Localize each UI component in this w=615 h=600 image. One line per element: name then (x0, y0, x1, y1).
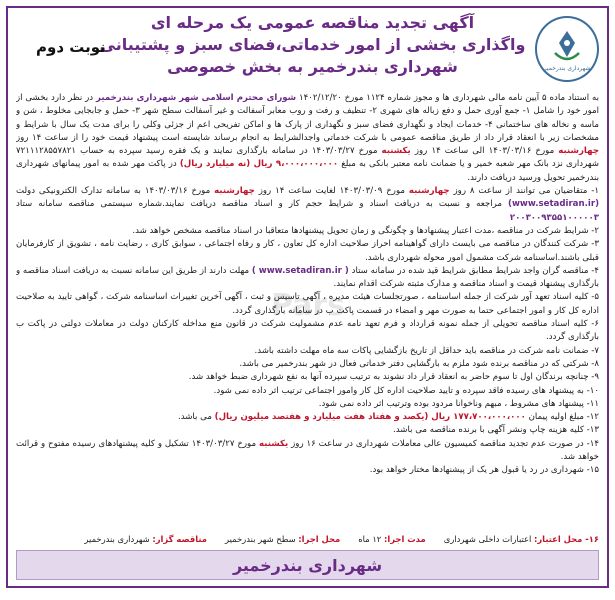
item-12: ۱۲- مبلغ اولیه پیمان ۱۷۷،۷۰۰،۰۰۰،۰۰۰ ریال (یکصد و هفتاد هفت میلیارد و هفتصد میلیون ریال) می باشد. (177, 412, 599, 423)
details-row (16, 534, 599, 544)
item-15: ۱۵- شهرداری در رد یا قبول هر یک از پیشنهادها مختار خواهد بود. (369, 465, 599, 476)
intro-paragraph: به استناد ماده ۵ آیین نامه مالی شهرداری ها و مجوز شماره ۱۱۲۴ مورخ ۱۴۰۲/۱۲/۲۰ شورای محترم اسلامی شهر شهرداری بندرخمیر در نظر دارد بخشی از امور خود را شامل ۱- جمع آوری حمل و دفع زباله های شهری ۲- تنظیف و رفت و روب معابر آسفالت و غیر آسفالت سطح شهر ۳- حمل و جابجایی مخلوط ، شن و ماسه و نخاله های ساختمانی ۴- خدمات ایجاد و نگهداری فضای سبز و نگهداری از پارک ها و اماکن تفریحی اعم از جزئی وکلی را برای مدت یک سال با شرایط و مشخصات زیر با انعقاد قرار داد از طریق مناقصه عمومی با شرکت خدماتی واجدالشرایط به انجام برساند شایسته است پیشنهاد قیمت خود را از ساعت ۱۴ روز چهارشنبه مورخ ۱۴۰۳/۰۳/۱۶ الی ساعت ۱۴ روز یکشنبه مورخ ۱۴۰۳/۰۳/۲۷ در سامانه بارگذاری نمایند و یک فقره رسید سپرده به حساب ۷۲۱۱۱۲۸۵۵۷۸۲۱ شهرداری نزد بانک مهر شعبه خمیر و یا ضمانت نامه معتبر بانکی به مبلغ ۹،۰۰۰،۰۰۰،۰۰۰ ریال (نه میلیارد ریال) در پاکت مهر شده به امور پیمانهای شهرداری بندرخمیر تحویل ورسید دریافت دارند. (16, 93, 599, 183)
item-9: ۹- چنانچه برندگان اول تا سوم حاضر به انعقاد قرار داد نشوند به ترتیب سپرده آنها به نفع شهرداری ضبط خواهد شد. (188, 372, 599, 383)
place: محل اجرا: سطح شهر بندرخمیر (225, 534, 341, 544)
item-6: ۶- کلیه اسناد مناقصه تحویلی از جمله نمونه قرارداد و فرم تعهد نامه عدم مشمولیت شرکت در قانون منع مداخله کارکنان دولت در معاملات دولتی در پاکت ب بارگذاری گردد. (16, 319, 599, 343)
signature-bar: شهرداری بندرخمیر (16, 550, 599, 580)
item-14: ۱۴- در صورت عدم تجدید مناقصه کمیسیون عالی معاملات شهرداری در ساعت ۱۶ روز یکشنبه مورخ ۱۴۰۳/۰۳/۲۷ تشکیل و کلیه پیشنهادهای رسیده مفتوح و قرائت خواهد شد. (16, 438, 599, 463)
watermark: Pars (270, 288, 346, 323)
round-label: نوبت دوم (36, 38, 106, 56)
setad-link[interactable]: (www.setadiran.ir) (508, 199, 599, 210)
venue: ۱۶- محل اعتبار: اعتبارات داخلی شهرداری (443, 534, 599, 544)
logo-text: شهرداری بندرخمیر (543, 64, 591, 72)
item-1: ۱- متقاضیان می توانند از ساعت ۸ روز چهارشنبه مورخ ۱۴۰۳/۰۳/۰۹ لغایت ساعت ۱۴ روز چهارشنبه مورخ ۱۴۰۳/۰۳/۱۶ به سامانه تدارک الکترونیکی دولت (www.setadiran.ir) مراجعه و نسبت به دریافت اسناد و شرایط حجم کار و اسناد مناقصه دریافت نمایند.شماره سیستمی مناقصه سامانه ستاد ۲۰۰۳۰۰۹۳۵۵۱۰۰۰۰۰۳ (16, 186, 599, 223)
title-line-3: شهرداری بندرخمیر به بخش خصوصی (167, 57, 458, 76)
title-line-1: آگهی تجدید مناقصه عمومی یک مرحله ای (150, 13, 475, 32)
item-4: ۴- مناقصه گران واجد شرایط مطابق شرایط قید شده در سامانه ستاد ( www.setadiran.ir ) مهلت دارند از طریق این سامانه نسبت به دریافت اسناد مناقصه و بارگذاری پیشنهاد قیمت و اسناد مناقصه و مدارک مثبته شرکت اقدام نمایند. (16, 265, 599, 290)
item-13: ۱۳- کلیه هزینه چاپ ونشر آگهی با برنده مناقصه می باشد. (393, 425, 599, 436)
emblem-icon (547, 27, 587, 67)
page-title (98, 12, 527, 78)
header (8, 8, 607, 88)
announcement-body (16, 92, 599, 520)
announcement-page (6, 6, 609, 588)
holder: مناقصه گزار: شهرداری بندرخمیر (84, 534, 207, 544)
item-3: ۳- شرکت کنندگان در مناقصه می بایست دارای گواهینامه احراز صلاحیت اداره کل تعاون ، کار و رفاه اجتماعی ، سوابق کاری ، رضایت نامه ، تشویق از کارفرمایان قبلی باشند.اساسنامه شرکت مشمول امور محوله شهرداری باشد. (16, 239, 599, 263)
municipality-logo (535, 16, 599, 82)
title-line-2: واگذاری بخشی از امور خدماتی،فضای سبز و پشتیبانی (99, 35, 526, 54)
item-5: ۵- کلیه اسناد تعهد آور شرکت از جمله اساسنامه ، صورتجلسات هیئت مدیره ، آگهی تاسیس و ثبت ، آگهی آخرین تغییرات اساسنامه شرکت ، گواهی تایید به صلاحیت اداره کل کار و امور اجتماعی حتما به صورت مهر و امضاء در قسمت پاکت ب در سامانه بارگذاری گردد. (16, 292, 599, 316)
item-11: ۱۱- پیشنهاد های مشروط ، مبهم وناخوانا مردود بوده وترتیب اثر داده نمی شود. (318, 398, 599, 409)
duration: مدت اجرا: ۱۲ ماه (358, 534, 426, 544)
setad-link-2[interactable]: ( www.setadiran.ir ) (251, 265, 349, 276)
item-10: ۱۰- به پیشنهاد های رسیده فاقد سپرده و تایید صلاحیت اداره کل کار وامور اجتماعی ترتیب اثر داده نمی شود. (213, 385, 599, 396)
item-2: ۲- شرایط شرکت در مناقصه ،مدت اعتبار پیشنهادها و چگونگی و زمان تحویل پیشنهادها متعاقبا در اسناد مناقصه مشخص خواهد شد. (132, 225, 599, 236)
item-8: ۸- شرکتی که در مناقصه برنده شود ملزم به بارگشایی دفتر خدماتی فعال در شهر بندرخمیر می باشد. (239, 358, 599, 369)
item-7: ۷- ضمانت نامه شرکت در مناقصه باید حداقل از تاریخ بازگشایی پاکات سه ماه مهلت داشته باشد. (254, 345, 599, 356)
